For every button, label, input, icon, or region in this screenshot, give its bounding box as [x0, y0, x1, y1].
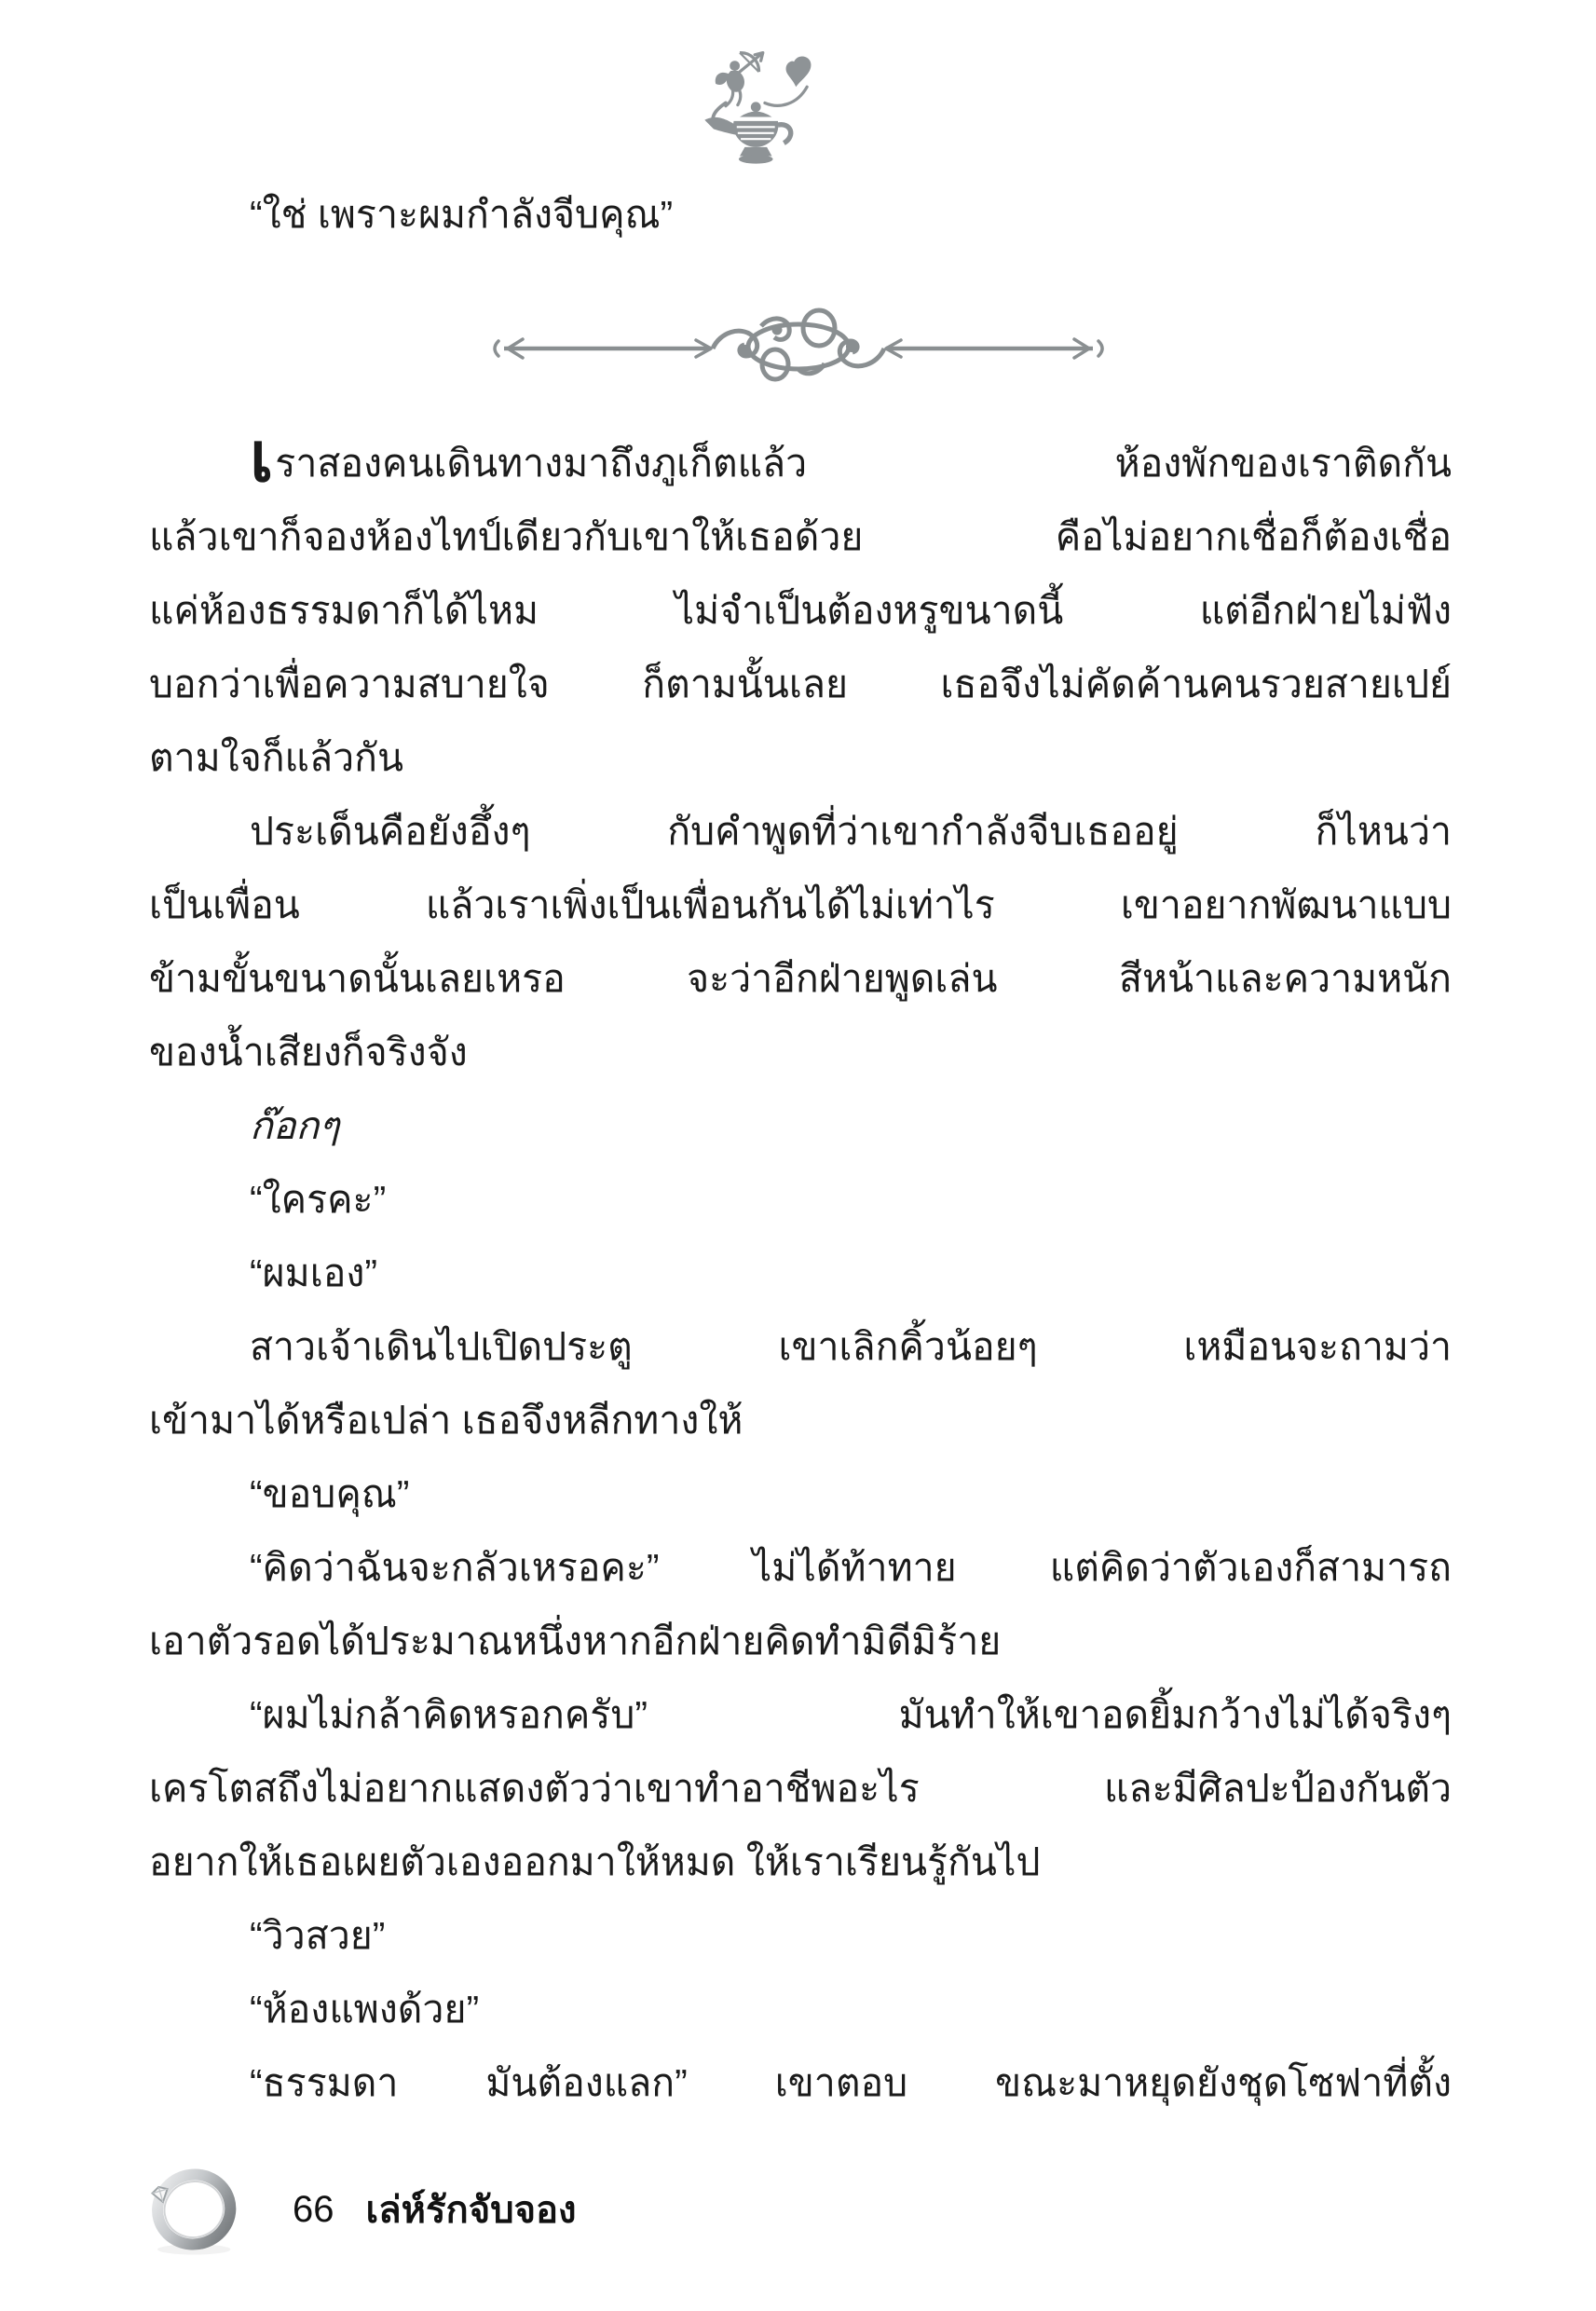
flourish-divider-icon: [491, 306, 1106, 391]
body-line: แค่ห้องธรรมดาก็ได้ไหม ไม่จำเป็นต้องหรูขนาดนี้ แต่อีกฝ่ายไม่ฟัง: [149, 589, 1452, 632]
page-footer: [117, 2158, 577, 2261]
body-line: ข้ามขั้นขนาดนั้นเลยเหรอ จะว่าอีกฝ่ายพูดเล่น สีหน้าและความหนัก: [149, 957, 1452, 1000]
body-line: เราสองคนเดินทางมาถึงภูเก็ตแล้ว ห้องพักของเราติดกัน: [149, 427, 1452, 500]
body-text: [149, 427, 1452, 2120]
body-line: อยากให้เธอเผยตัวเองออกมาให้หมด ให้เราเรียนรู้กันไป: [149, 1840, 1041, 1883]
body-line: “วิวสวย”: [250, 1914, 386, 1957]
flourish-divider: [491, 306, 1106, 391]
body-line: ตามใจก็แล้วกัน: [149, 736, 403, 779]
body-line: “ห้องแพงด้วย”: [250, 1988, 480, 2031]
body-line: ของน้ำเสียงก็จริงจัง: [149, 1031, 468, 1073]
body-line: ก๊อกๆ: [250, 1104, 340, 1147]
cupid-genie-lamp-ornament: [691, 45, 814, 175]
chapter-opening-quote: “ใช่ เพราะผมกำลังจีบคุณ”: [250, 193, 674, 236]
body-line: “ใครคะ”: [250, 1178, 387, 1221]
drop-cap: เ: [250, 427, 276, 496]
body-line: เอาตัวรอดได้ประมาณหนึ่งหากอีกฝ่ายคิดทำมิดีมิร้าย: [149, 1620, 1002, 1662]
body-line: แล้วเขาก็จองห้องไทป์เดียวกับเขาให้เธอด้วย คือไม่อยากเชื่อก็ต้องเชื่อ: [149, 515, 1452, 558]
body-line: สาวเจ้าเดินไปเปิดประตู เขาเลิกคิ้วน้อยๆ เหมือนจะถามว่า: [250, 1325, 1452, 1368]
body-line: “ผมไม่กล้าคิดหรอกครับ” มันทำให้เขาอดยิ้มกว้างไม่ได้จริงๆ: [250, 1693, 1452, 1736]
page-number: 66: [293, 2188, 334, 2230]
body-line: บอกว่าเพื่อความสบายใจ ก็ตามนั้นเลย เธอจึงไม่คัดค้านคนรวยสายเปย์: [149, 663, 1452, 705]
body-line: ประเด็นคือยังอึ้งๆ กับคำพูดที่ว่าเขากำลังจีบเธออยู่ ก็ไหนว่า: [250, 810, 1452, 853]
cupid-genie-lamp-icon: [691, 45, 814, 175]
diamond-ring-icon: [117, 2157, 276, 2262]
body-line: “ธรรมดา มันต้องแลก” เขาตอบ ขณะมาหยุดยังชุดโซฟาที่ตั้ง: [250, 2061, 1452, 2104]
body-line: เครโตสถึงไม่อยากแสดงตัวว่าเขาทำอาชีพอะไร และมีศิลปะป้องกันตัว: [149, 1767, 1452, 1810]
body-line: “ผมเอง”: [250, 1251, 378, 1294]
body-line: “คิดว่าฉันจะกลัวเหรอคะ” ไม่ได้ท้าทาย แต่คิดว่าตัวเองก็สามารถ: [250, 1546, 1452, 1589]
body-line: เป็นเพื่อน แล้วเราเพิ่งเป็นเพื่อนกันได้ไม่เท่าไร เขาอยากพัฒนาแบบ: [149, 883, 1452, 926]
body-line: เข้ามาได้หรือเปล่า เธอจึงหลีกทางให้: [149, 1399, 743, 1442]
book-title: เล่ห์รักจับจอง: [365, 2190, 577, 2231]
body-line: “ขอบคุณ”: [250, 1472, 410, 1515]
